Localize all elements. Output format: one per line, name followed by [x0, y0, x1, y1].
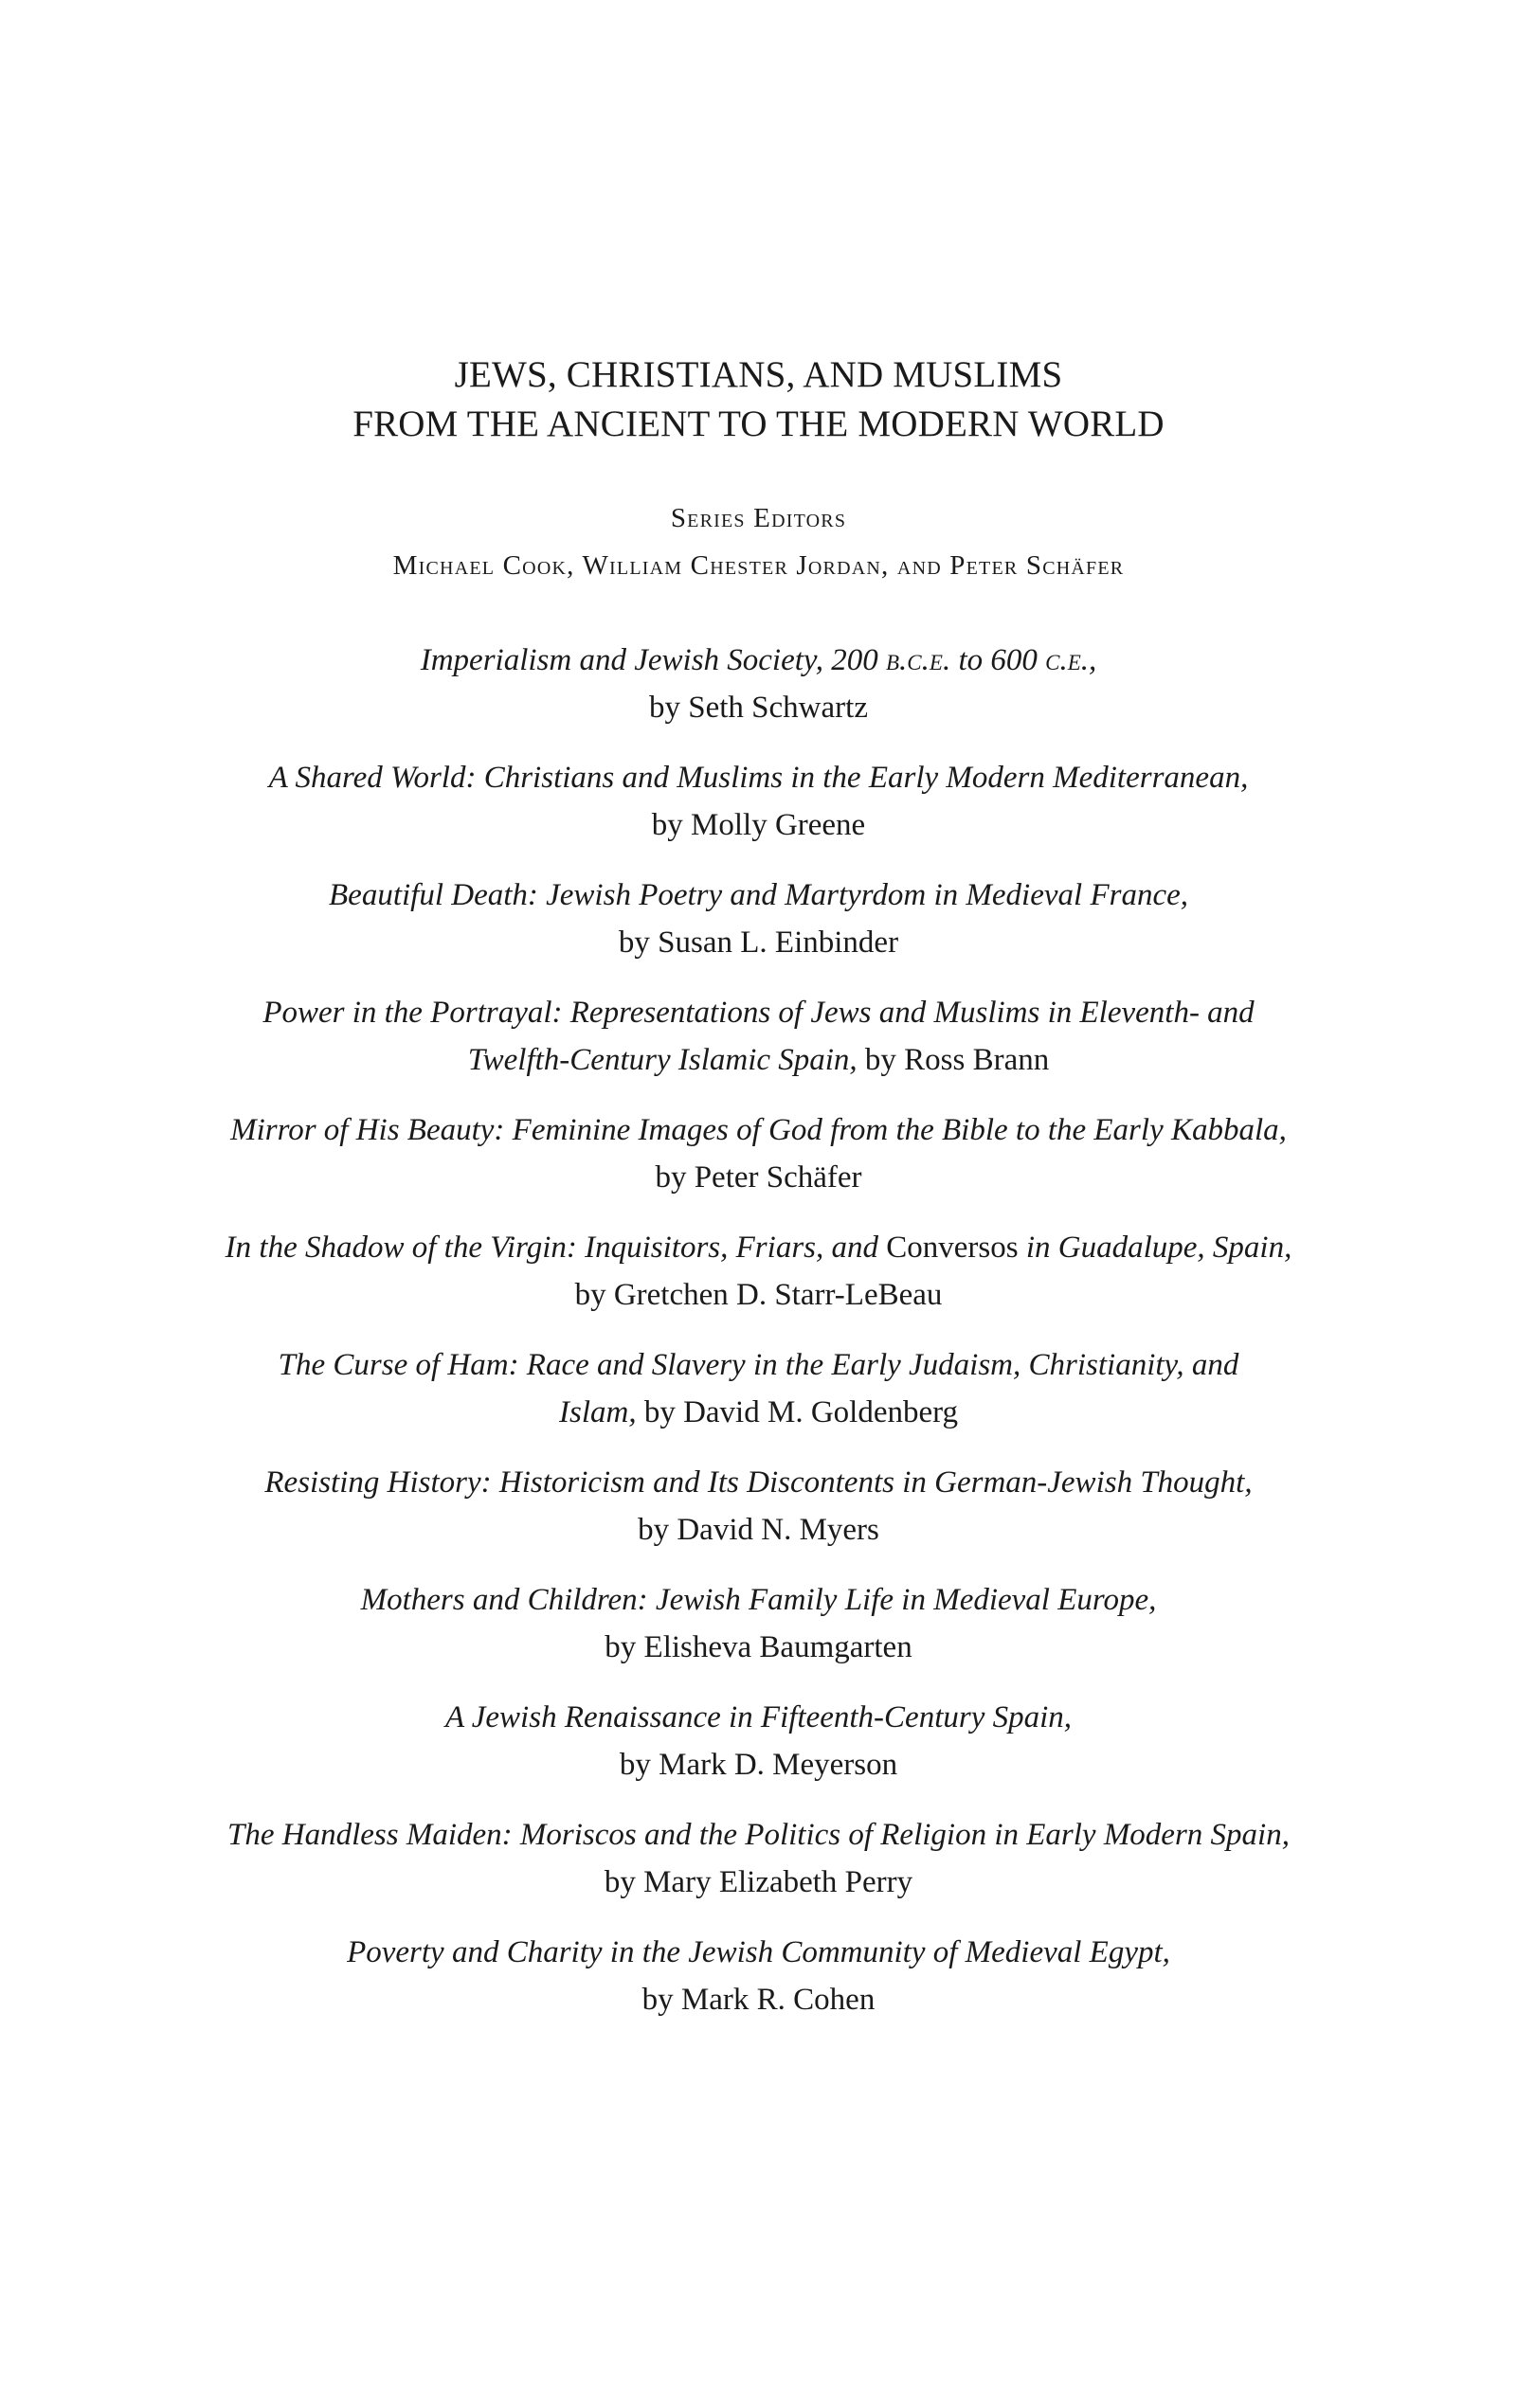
book-entry — [0, 872, 1517, 966]
book-entry — [0, 1694, 1517, 1788]
series-title-line-1: JEWS, CHRISTIANS, AND MUSLIMS — [454, 354, 1063, 395]
book-title: The Curse of Ham: Race and Slavery in the Early Judaism, Christianity, and — [278, 1348, 1239, 1382]
book-title: Power in the Portrayal: Representations of Jews and Muslims in Eleventh- and — [262, 996, 1255, 1030]
series-title — [0, 350, 1517, 449]
book-author: by Mark D. Meyerson — [619, 1748, 898, 1782]
book-author: by Molly Greene — [651, 808, 866, 842]
book-entry — [0, 989, 1517, 1084]
book-entry — [0, 1224, 1517, 1319]
book-author: by Mark R. Cohen — [641, 1983, 876, 2017]
book-entry — [0, 637, 1517, 731]
book-title: Resisting History: Historicism and Its Discontents in German-Jewish Thought, — [264, 1465, 1253, 1500]
series-title-line-2: FROM THE ANCIENT TO THE MODERN WORLD — [352, 404, 1165, 444]
book-entry — [0, 1929, 1517, 2023]
book-title: In the Shadow of the Virgin: Inquisitors, Friars, and Conversos in Guadalupe, Spain, — [225, 1231, 1292, 1265]
book-title-line-2: Twelfth-Century Islamic Spain, — [467, 1043, 858, 1077]
book-author: by David M. Goldenberg — [636, 1395, 959, 1429]
book-title: A Jewish Renaissance in Fifteenth-Century Spain, — [444, 1700, 1073, 1734]
book-entry — [0, 1576, 1517, 1671]
book-author: by David N. Myers — [638, 1513, 879, 1547]
series-editors-names: Michael Cook, William Chester Jordan, and Peter Schäfer — [392, 550, 1125, 581]
book-author: by Elisheva Baumgarten — [605, 1630, 912, 1664]
book-list — [0, 637, 1517, 2046]
book-title: A Shared World: Christians and Muslims in the Early Modern Mediterranean, — [268, 761, 1249, 795]
book-entry — [0, 1341, 1517, 1436]
book-title: Mirror of His Beauty: Feminine Images of God from the Bible to the Early Kabbala, — [230, 1113, 1287, 1147]
book-title-continued — [0, 1036, 1517, 1084]
book-title: Imperialism and Jewish Society, 200 b.c.e. to 600 c.e., — [420, 643, 1097, 677]
book-title: Beautiful Death: Jewish Poetry and Martyrdom in Medieval France, — [329, 878, 1188, 912]
book-entry — [0, 1811, 1517, 1906]
book-title-continued — [0, 1389, 1517, 1436]
series-editors — [0, 494, 1517, 589]
series-editors-heading: Series Editors — [670, 503, 847, 533]
book-entry — [0, 754, 1517, 849]
book-entry — [0, 1459, 1517, 1554]
book-title-line-2: Islam, — [558, 1395, 637, 1429]
book-author: by Peter Schäfer — [655, 1160, 862, 1195]
book-author: by Seth Schwartz — [649, 691, 868, 725]
book-author: by Mary Elizabeth Perry — [604, 1865, 913, 1899]
book-title: The Handless Maiden: Moriscos and the Politics of Religion in Early Modern Spain, — [227, 1818, 1290, 1852]
book-title: Mothers and Children: Jewish Family Life in Medieval Europe, — [360, 1583, 1157, 1617]
book-entry — [0, 1106, 1517, 1201]
book-author: by Ross Brann — [857, 1043, 1050, 1077]
book-title: Poverty and Charity in the Jewish Community of Medieval Egypt, — [347, 1935, 1170, 1969]
book-author: by Susan L. Einbinder — [618, 925, 899, 960]
book-author: by Gretchen D. Starr-LeBeau — [574, 1278, 943, 1312]
